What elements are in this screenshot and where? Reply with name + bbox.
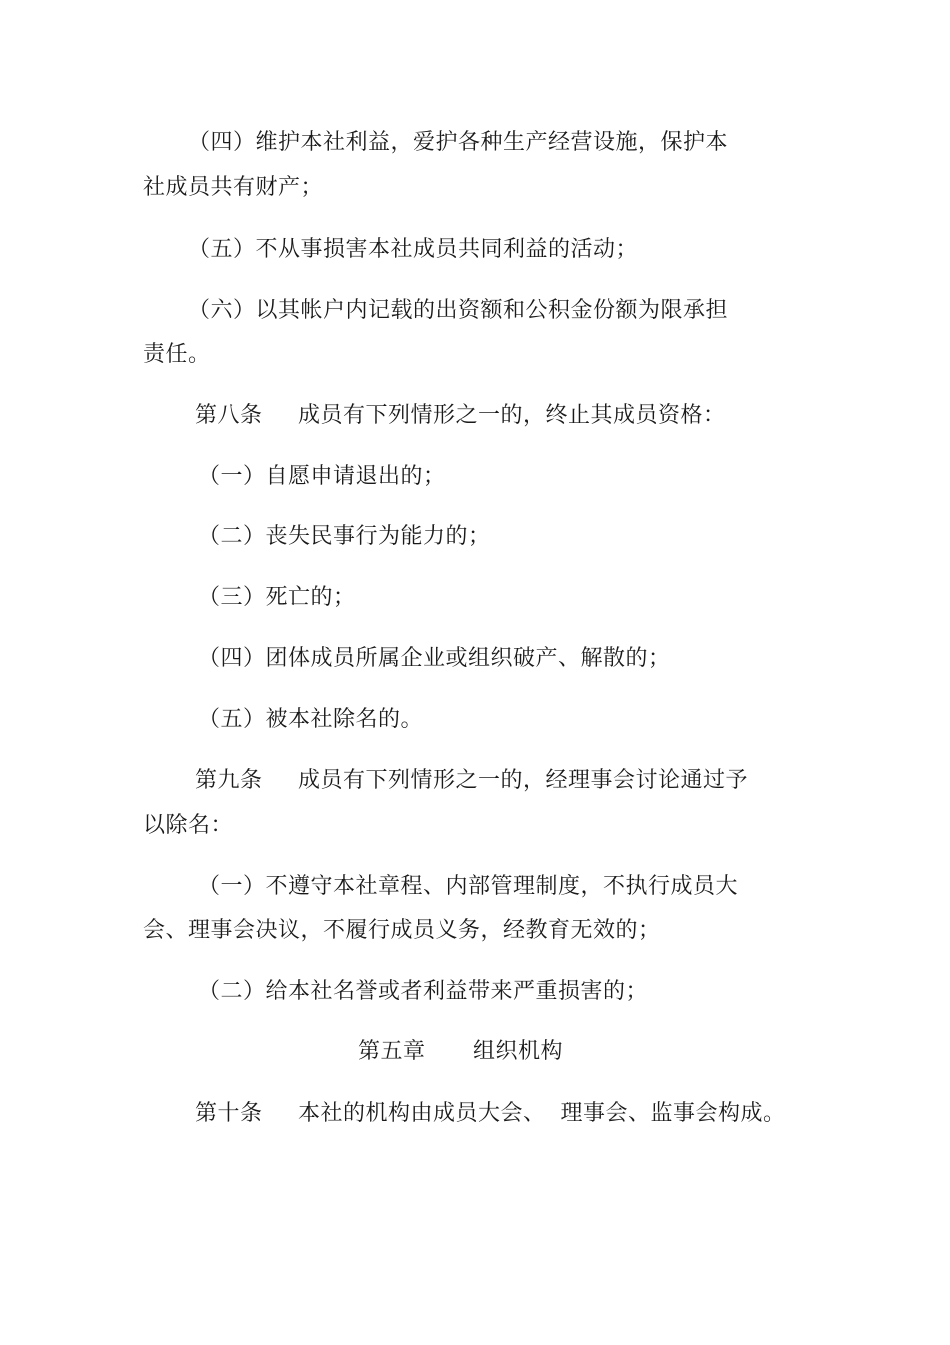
chapter-5-heading xyxy=(358,1037,563,1067)
article-8-item-3: （三）死亡的； xyxy=(198,585,356,610)
article-8-number: 第八条 xyxy=(195,403,263,428)
article-8-text: 成员有下列情形之一的，终止其成员资格： xyxy=(298,403,726,428)
article-9-line2: 以除名： xyxy=(143,813,234,838)
article-8-item-5: （五）被本社除名的。 xyxy=(198,707,424,732)
article-8-item-2: （二）丧失民事行为能力的； xyxy=(198,524,491,549)
article-9-item-1-line1: （一）不遵守本社章程、内部管理制度，不执行成员大 xyxy=(198,874,739,899)
duty-6-line2: 责任。 xyxy=(143,342,211,367)
article-9-item-1-line2: 会、理事会决议，不履行成员义务，经教育无效的； xyxy=(143,918,661,943)
article-9 xyxy=(195,766,748,796)
chapter-5-number: 第五章 xyxy=(358,1039,426,1064)
article-8 xyxy=(195,401,726,431)
article-8-item-1: （一）自愿申请退出的； xyxy=(198,464,446,489)
duty-4-line1: （四）维护本社利益，爱护各种生产经营设施，保护本 xyxy=(188,130,729,155)
article-10-text: 本社的机构由成员大会、 理事会、监事会构成。 xyxy=(298,1101,786,1126)
duty-4-line2: 社成员共有财产； xyxy=(143,175,324,200)
chapter-5-title: 组织机构 xyxy=(473,1039,564,1064)
article-9-item-2: （二）给本社名誉或者利益带来严重损害的； xyxy=(198,979,649,1004)
duty-6-line1: （六）以其帐户内记载的出资额和公积金份额为限承担 xyxy=(188,298,729,323)
article-9-text: 成员有下列情形之一的，经理事会讨论通过予 xyxy=(298,768,749,793)
article-10-number: 第十条 xyxy=(195,1101,263,1126)
duty-5: （五）不从事损害本社成员共同利益的活动； xyxy=(188,237,639,262)
article-10 xyxy=(195,1099,786,1129)
article-9-number: 第九条 xyxy=(195,768,263,793)
article-8-item-4: （四）团体成员所属企业或组织破产、解散的； xyxy=(198,646,671,671)
